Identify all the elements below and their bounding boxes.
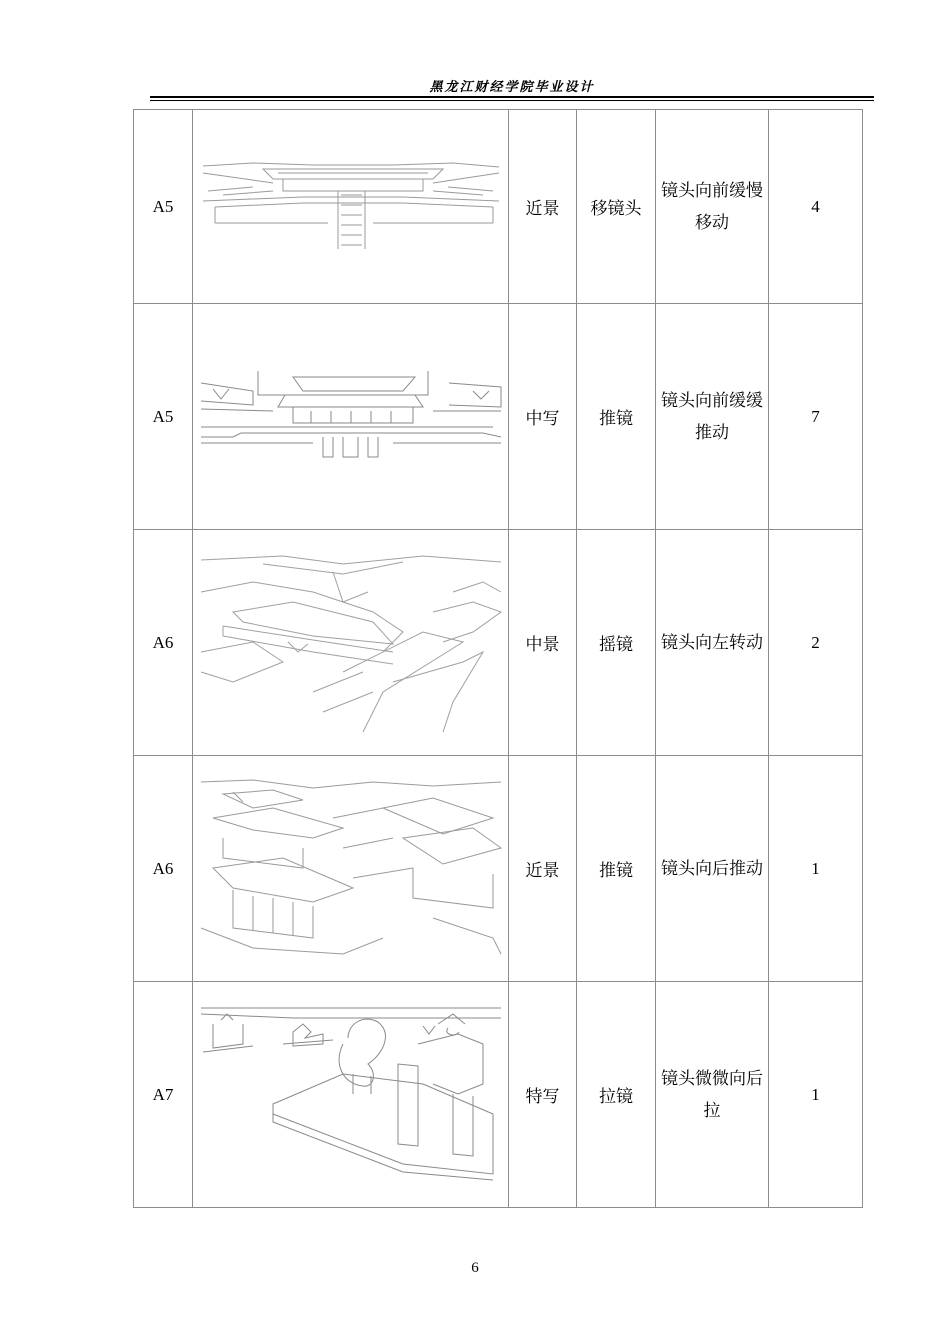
storyboard-image-cell: [193, 304, 509, 530]
camera-movement-cell: 移镜头: [577, 110, 656, 304]
lion-statue-sketch-image: [193, 1004, 509, 1186]
shot-scale-cell: 近景: [509, 110, 577, 304]
page-number: 6: [471, 1260, 479, 1276]
camera-description-cell: 镜头向前缓缓推动: [656, 304, 769, 530]
palace-hall-sketch-image: [193, 371, 509, 463]
page-header-title: 黑龙江财经学院毕业设计: [429, 80, 595, 95]
shot-scale-cell: 中写: [509, 304, 577, 530]
duration-cell: 2: [769, 530, 863, 756]
pavilion-sketch-image: [193, 778, 509, 960]
header-rule-thick: [150, 96, 874, 98]
shot-id-cell: A5: [134, 304, 193, 530]
duration-cell: 1: [769, 756, 863, 982]
duration-cell: 1: [769, 982, 863, 1208]
camera-description-cell: 镜头向左转动: [656, 530, 769, 756]
storyboard-table: [133, 109, 863, 1208]
storyboard-image-cell: [193, 110, 509, 304]
shot-scale-cell: 中景: [509, 530, 577, 756]
shot-scale-cell: 特写: [509, 982, 577, 1208]
table-row: [134, 982, 863, 1208]
duration-cell: 7: [769, 304, 863, 530]
camera-description-cell: 镜头微微向后拉: [656, 982, 769, 1208]
camera-movement-cell: 推镜: [577, 756, 656, 982]
shot-id-cell: A6: [134, 756, 193, 982]
header-rule-thin: [150, 100, 874, 101]
shot-scale-cell: 近景: [509, 756, 577, 982]
camera-description-cell: 镜头向前缓慢移动: [656, 110, 769, 304]
shot-id-cell: A5: [134, 110, 193, 304]
camera-description-cell: 镜头向后推动: [656, 756, 769, 982]
table-row: [134, 304, 863, 530]
table-row: [134, 110, 863, 304]
shot-id-cell: A7: [134, 982, 193, 1208]
storyboard-image-cell: [193, 530, 509, 756]
table-row: [134, 756, 863, 982]
duration-cell: 4: [769, 110, 863, 304]
palace-gate-sketch-image: [193, 161, 509, 253]
storyboard-image-cell: [193, 982, 509, 1208]
camera-movement-cell: 拉镜: [577, 982, 656, 1208]
camera-movement-cell: 推镜: [577, 304, 656, 530]
shot-id-cell: A6: [134, 530, 193, 756]
table-row: [134, 530, 863, 756]
camera-movement-cell: 摇镜: [577, 530, 656, 756]
courtyard-sketch-image: [193, 552, 509, 734]
storyboard-image-cell: [193, 756, 509, 982]
